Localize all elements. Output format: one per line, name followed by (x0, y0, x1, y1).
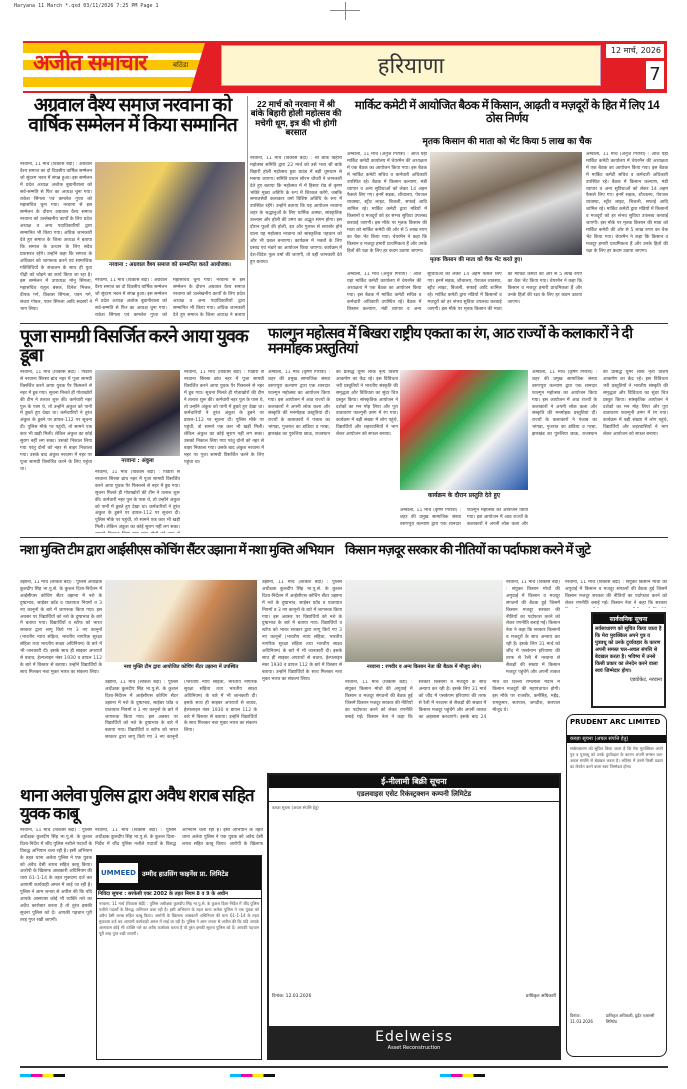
prudent-arc-text: सर्वसाधारण को सूचित किया जाता है कि मेरा मुवक्किल अपने पुत्र व पुत्रवधू को उनके दुर्व्यवहार के कारण अपनी समस्त चल-अचल संपत्ति से बेदखल करता है। भविष्य में उनसे किसी प्रकार का लेनदेन करने वाला स्वयं जिम्मेदार होगा। (570, 746, 663, 769)
edelweiss-banner (269, 1026, 559, 1058)
article-body-drug-free-side: उझाना, 11 मार्च (लोकेश बेदी) : पुलिस अधीक्षक कुलदीप सिंह भा.पु.से. के कुशल दिशा-निर्देशन में आईसीएस कोचिंग सैंटर उझाना में नशे के दुष्प्रभाव, साईबर फ्रॉड व यातायात नियमों व 3 नए कानूनों के बारे में जागरूक किया गया। इस अवसर पर विद्यार्थियों को नशे के दुष्प्रभाव के बारे में बताया गया। विद्यार्थियों व स्टॉफ को भारत सरकार द्वारा लागू किये गए 3 नए कानूनों (भारतीय न्याय संहिता, भारतीय नागरिक सुरक्षा संहिता तथा भारतीय साक्ष्य अधिनियम) के बारे में भी जानकारी दी। इसके साथ ही साइबर अपराधों से बचाव, हेल्पलाइन नंबर 1930 व डायल 112 के बारे में विस्तार से बताया। उन्होंने विद्यार्थियों के साथ मिलकर नशा मुक्त भारत का संकल्प लिया। (262, 580, 342, 682)
section-rule (20, 323, 668, 324)
article-body-liquor: नरवाना, 11 मार्च (विकास बेदी) : पुलिस अधीक्षक कुलदीप सिंह भा.पु.से. के कुशल दिशा-निर्देश में जींद पुलिस नशीले पदार्थों के विरुद्ध अभियान चला रही है। इसी अभियान के तहत थाना अलेवा पुलिस ने एक युवक को अवैध देसी शराब सहित काबू किया। आरोपी के खिलाफ आबकारी अधिनियम की धारा 61-1-14 के तहत मुकदमा दर्ज कर आगामी कार्यवाही अमल में लाई जा रही है। पुलिस ने आम जनता से अपील की कि यदि आपके आसपास कोई भी व्यक्ति नशे का अवैध कारोबार करता है तो तुरंत इसकी सूचना पुलिस को दें। आपकी पहचान पूरी तरह गुप्त रखी जाएगी। (20, 828, 92, 923)
edelweiss-logo: Edelweiss (375, 1029, 453, 1045)
caption-ankush: नरवाना : अंकुश (121, 458, 154, 464)
section-rule (20, 537, 668, 538)
photo-coaching-centre (105, 580, 257, 662)
article-body-liquor-cont: नरवाना, 11 मार्च (विकास बेदी) : पुलिस अधीक्षक कुलदीप सिंह भा.पु.से. के कुशल दिशा-निर्देश में जींद पुलिस नशीले पदार्थों के विरुद्ध अभियान चला रही है। इसी अभियान के तहत थाना अलेवा पुलिस ने एक युवक को अवैध देसी शराब सहित काबू किया। आरोपी के खिलाफ (95, 828, 263, 847)
subheadline-cheque: मृतक किसान की माता को भेंट किया 5 लाख का चैक (422, 136, 592, 146)
headline-drug-free-campaign: नशा मुक्ति टीम द्वारा आईसीएस कोचिंग सैंटर उझाना में नशा मुक्ति अभियान (20, 542, 334, 557)
headline-farmers-labourers: किसान मज़दूर सरकार की नीतियों का पर्दाफाश करने में जुटे (345, 542, 590, 557)
caption-farmers: नरवाना : रणवीर व अन्य किसान नेता की बैठक में मौजूद लोग। (366, 664, 482, 670)
article-body-falgun-side: अम्बाला, 11 मार्च (कृष्ण गिरोत्रा) : शहर की प्रमुख सामाजिक संस्था वरुणपुरा कल्याण द्वारा एक शानदार फाल्गुन महोत्सव का आयोजन किया गया। इस आयोजन में आठ राज्यों के कलाकारों ने अपनी लोक कला और संस्कृति की मनमोहक प्रस्तुतियां दीं। राज्यों के कलाकारों ने पंजाब का भांगड़ा, गुजरात का डांडिया व गरबा, झारखंड का पुरुलिया छाऊ, राजस्थान का प्रसिद्ध घूमर लोक नृत्य विशेष आकर्षण का केंद्र रहे। इस विविधता भरी प्रस्तुतियों ने भारतीय संस्कृति की समृद्धता और विविधता का सुंदर चित्र प्रस्तुत किया। सांस्कृतिक आयोजन ने दर्शकों का मन मोह लिया और पूरा वातावरण फाल्गुनी उमंग में रंग गया। कार्यक्रम में बड़ी संख्या में लोग पहुंचे, विद्यार्थियों और शहरवासियों ने भाग लेकर आयोजन को सफल बनाया। (532, 370, 668, 438)
article-body-farmers: नरवाना, 11 मार्च (विकास बेदी) : संयुक्त किसान मोर्चा की अगुवाई में किसान व मजदूर संगठनों की बैठक हुई जिसमें किसान मजदूर सरकार की नीतियों का पर्दाफाश करने को लेकर रणनीति बनाई गई। किसान नेता ने कहा कि सरकार किसानों व मजदूरों के साथ अन्याय कर रही है। इसके लिए 31 मार्च को जींद में एसकेएम हरियाणा की तरफ से रैली में नरवाना से सैकड़ों की संख्या में किसान मजदूर पहुंचेंगे और अपनी ताकत का अहसास करवाएंगे। इसके बाद 24 मार्च को दिल्ली रामलीला मैदान में किसान मजदूरों की महापंचायत होगी। इस मौके पर राजबीर, कर्मसिंह, महेंद्र, रामकुमार, सतपाल, जगदीश, सतपाल मौजूद थे। (345, 680, 560, 720)
public-notice-title: सार्वजनिक सूचना (593, 614, 664, 624)
photo-cultural-performance (400, 370, 528, 490)
crop-mark (330, 10, 360, 11)
color-registration-bar (20, 1074, 65, 1077)
newspaper-logo: अजीत समाचार (33, 51, 147, 76)
article-body-agrawal-cont: नरवाना, 11 मार्च (विकास बेदी) : अग्रवाल वैश्य समाज का दो दिवसीय वार्षिक सम्मेलन जो सुंदरम भवन में संपन्न हुआ। इस सम्मेलन में प्रदेश अध्यक्ष अशोक बुवानीवाला को सर्व-सम्मति से फिर का अध्यक्ष चुना गया। राकेश सिंगला एवं कमलेश गुप्ता को महासचिव चुना गया। नरवाना से इस सम्मेलन के दौरान अग्रवाल वैश्य समाज नरवाना को उल्लेखनीय कार्यों के लिए प्रदेश अध्यक्ष व अन्य पदाधिकारियों द्वारा सम्मानित भी किया गया। अधिक जानकारी देते हुए समाज के जिला अध्यक्ष ने बताया (95, 278, 245, 318)
caption-drug-free: नशा मुक्ति टीम द्वारा आयोजित कोचिंग सैंटर उझाना में उपस्थित (123, 664, 239, 670)
article-body-farmers-side: नरवाना, 11 मार्च (विकास बेदी) : संयुक्त किसान मोर्चा की अगुवाई में किसान व मजदूर संगठनों की बैठक हुई जिसमें किसान मजदूर सरकार की नीतियों का पर्दाफाश करने को लेकर रणनीति बनाई गई। किसान नेता ने कहा कि सरकार किसानों व मजदूरों के साथ अन्याय कर रही है। इसके लिए 31 मार्च को जींद में एसकेएम हरियाणा की तरफ से रैली में नरवाना से सैकड़ों की संख्या में किसान मजदूर पहुंचेंगे और अपनी ताकत (506, 580, 560, 675)
article-body-drowned-cont: नरवाना, 11 मार्च (विकास बेदी) : पिंडारा से नरवाना सिरसा ब्रांच नहर में पूजा सामग्री विसर्जित करने आया युवक पैर फिसलने से नहर में डूब गया। सूचना मिलते ही गोताखोरों की टीम ने तलाश शुरू की। कर्मचारी नहर पुल के पास थे, तो उन्होंने अंकुश को पानी में डूबते हुए देखा था। कर्मचारियों ने तुरंत अंकुश के डूबने पर डायल-112 पर सूचना दी। पुलिस मौके पर पहुंची, तो सामने एक कार भी खड़ी मिली। लेकिन अंकुश का कोई सुराग नहीं लग सका। (95, 470, 180, 531)
prudent-arc-subtitle: कब्ज़ा सूचना (अचल संपत्ति हेतु) (567, 735, 666, 743)
article-body-market-cont: अम्बाला, 11 मार्च (अनुज गिरोत्रा) : आज यहां मार्किट कमेटी कार्यालय में चेयरमैन की अध्यक्षता में एक बैठक का आयोजन किया गया। इस बैठक में मार्किट कमेटी सचिव व कर्मचारी अधिकारी उपस्थित रहे। बैठक में किसान कल्याण, मंडी व्यापार व अन्य सुविधाओं को लेकर 14 अहम फैसले लिए गए। इनमें सड़क, शौचालय, पेयजल व्यवस्था, स्ट्रीट लाइट, बिजली, सफाई आदि शामिल रहे। मार्किट कमेटी द्वारा मंडियों में किसानों व मजदूरों को हर संभव सुविधा उपलब्ध करवाई जाएगी। इस मौके पर मृतक किसान की माता को मार्किट कमेटी की ओर से 5 लाख रुपए का चैक भेंट किया गया। चेयरमैन ने कहा कि किसान व मजदूर हमारी प्राथमिकता हैं और उनके हितों की रक्षा के लिए हर कदम उठाया जाएगा। (347, 272, 582, 312)
article-body-drowned: नरवाना, 11 मार्च (विकास बेदी) : पिंडारा से नरवाना सिरसा ब्रांच नहर में पूजा सामग्री विसर्जित करने आया युवक पैर फिसलने से नहर में डूब गया। सूचना मिलते ही गोताखोरों की टीम ने तलाश शुरू की। कर्मचारी नहर पुल के पास थे, तो उन्होंने अंकुश को पानी में डूबते हुए देखा था। कर्मचारियों ने तुरंत अंकुश के डूबने पर डायल-112 पर सूचना दी। पुलिस मौके पर पहुंची, तो सामने एक कार भी खड़ी मिली। लेकिन अंकुश का कोई सुराग नहीं लग सका। उसको निकाल लिया गया परंतु दोनों को नहर से बाहर निकाला गया। उसके बाद अंकुश नरवाना में नहर पर पूजा सामग्री विसर्जित करने के लिए पहुंचा था। (20, 370, 92, 472)
prudent-arc-ad (566, 714, 667, 1057)
headline-market-committee: मार्किट कमेटी में आयोजित बैठक में किसान, आढ़ती व मज़दूरों के हित में लिए 14 ठोस निर्णय (354, 100, 660, 125)
article-body-falgun: अम्बाला, 11 मार्च (कृष्ण गिरोत्रा) : शहर की प्रमुख सामाजिक संस्था वरुणपुरा कल्याण द्वारा एक शानदार फाल्गुन महोत्सव का आयोजन किया गया। इस आयोजन में आठ राज्यों के कलाकारों ने अपनी लोक कला और संस्कृति की मनमोहक प्रस्तुतियां दीं। राज्यों के कलाकारों ने पंजाब का भांगड़ा, गुजरात का डांडिया व गरबा, झारखंड का पुरुलिया छाऊ, राजस्थान का प्रसिद्ध घूमर लोक नृत्य विशेष आकर्षण का केंद्र रहे। इस विविधता भरी प्रस्तुतियों ने भारतीय संस्कृति की समृद्धता और विविधता का सुंदर चित्र प्रस्तुत किया। सांस्कृतिक आयोजन ने दर्शकों का मन मोह लिया और पूरा वातावरण फाल्गुनी उमंग में रंग गया। कार्यक्रम में बड़ी संख्या में लोग पहुंचे, विद्यार्थियों और शहरवासियों ने भाग लेकर आयोजन को सफल बनाया। (268, 370, 398, 438)
section-title: हरियाणा (221, 45, 601, 86)
color-registration-bar (230, 1074, 275, 1077)
color-registration-bar (440, 1074, 485, 1077)
issue-date: 12 मार्च, 2026 (606, 44, 664, 58)
article-body-holi: नरवाना, 11 मार्च (विकास बेदी) : श्री बांके बिहारी महोत्सव समिति द्वारा 22 मार्च को उर्स भव्य श्री बांके बिहारी होली महोत्सव हुडा ग्राउंड में बड़ी धूमधाम से मनाया जाएगा। समिति प्रधान सौरभ चौधरी ने जानकारी देते हुए बताया कि महोत्सव में में हिसार रोड से कृष्ण भक्ति मुख्य अतिथि के रूप में शिरकत करेंगे, जबकि समाजसेवी कलाकार वर्मा विशिष्ट अतिथि के रूप में उपस्थित रहेंगे। उन्होंने बताया कि यह आयोजन नरवाना शहर के श्रद्धालुओं के लिए धार्मिक आस्था, सांस्कृतिक उल्लास और होली की उमंग का अद्भुत संगम होगा। इस दौरान फूलों की होली, इत्र और गुलाल से सराबोर होने वाला यह महोत्सव नरवाना को सांस्कृतिक पहचान को और भी प्रबल बनाएगा। कार्यक्रम में भक्तों के लिए प्रसाद एवं भंडारे का आयोजन किया जाएगा। कार्यक्रम में देश-विदेश फूल वर्षा की जाएगी, तो वहीं जानकारी देते हुए बताया। (250, 156, 342, 265)
prudent-arc-name: PRUDENT ARC LIMITED (570, 718, 661, 726)
article-body-drug-free-cont: उझाना, 11 मार्च (लोकेश बेदी) : पुलिस अधीक्षक कुलदीप सिंह भा.पु.से. के कुशल दिशा-निर्देशन में आईसीएस कोचिंग सैंटर उझाना में नशे के दुष्प्रभाव, साईबर फ्रॉड व यातायात नियमों व 3 नए कानूनों के बारे में जागरूक किया गया। इस अवसर पर विद्यार्थियों को नशे के दुष्प्रभाव के बारे में बताया गया। विद्यार्थियों व स्टॉफ को भारत सरकार द्वारा लागू किये गए 3 नए कानूनों (भारतीय न्याय संहिता, भारतीय नागरिक सुरक्षा संहिता तथा भारतीय साक्ष्य अधिनियम) के बारे में भी जानकारी दी। इसके साथ ही साइबर अपराधों से बचाव, हेल्पलाइन नंबर 1930 व डायल 112 के बारे में विस्तार से बताया। उन्होंने विद्यार्थियों के साथ मिलकर नशा मुक्त भारत का संकल्प लिया। (105, 680, 257, 741)
public-notice (591, 612, 666, 708)
e-auction-notice (267, 773, 561, 1060)
headline-falgun-festival: फाल्गुन महोत्सव में बिखरा राष्ट्रीय एकता का रंग, आठ राज्यों के कलाकारों ने दी मनमोहक प्रस्तुतियां (268, 326, 633, 358)
e-auction-company: एडलवाइस एसेट रिकंस्ट्रक्शन कम्पनी लिमिटेड (356, 790, 472, 798)
article-body-drug-free: उझाना, 11 मार्च (लोकेश बेदी) : पुलिस अधीक्षक कुलदीप सिंह भा.पु.से. के कुशल दिशा-निर्देशन में आईसीएस कोचिंग सैंटर उझाना में नशे के दुष्प्रभाव, साईबर फ्रॉड व यातायात नियमों व 3 नए कानूनों के बारे में जागरूक किया गया। इस अवसर पर विद्यार्थियों को नशे के दुष्प्रभाव के बारे में बताया गया। विद्यार्थियों व स्टॉफ को भारत सरकार द्वारा लागू किये गए 3 नए कानूनों (भारतीय न्याय संहिता, भारतीय नागरिक सुरक्षा संहिता तथा भारतीय साक्ष्य अधिनियम) के बारे में भी जानकारी दी। इसके साथ ही साइबर अपराधों से बचाव, हेल्पलाइन नंबर 1930 व डायल 112 के बारे में विस्तार से बताया। उन्होंने विद्यार्थियों के साथ मिलकर नशा मुक्त भारत का संकल्प लिया। (20, 580, 102, 675)
bottom-rule (20, 1066, 668, 1068)
e-auction-text: कब्ज़ा सूचना (अचल संपत्ति हेतु) (269, 801, 559, 991)
ummeed-ad (96, 855, 262, 1060)
crop-mark (345, 2, 346, 20)
caption-falgun: कार्यक्रम के दौरान प्रस्तुति देते हुए (427, 492, 501, 499)
edition-city: बठिंडा (173, 61, 189, 69)
caption-agrawal: नरवाना : अग्रवाल वैश्य समाज को सम्मानित करते आयोजक। (109, 262, 231, 268)
headline-holi-festival: 22 मार्च को नरवाना में श्री बांके बिहारी होली महोत्सव की मचेगी धूम, इत्र की भी होगी बरसात (250, 99, 342, 138)
ummeed-company: उम्मीद हाउसिंग फाइनेंस प्रा. लिमिटेड (142, 869, 229, 878)
print-slug: Haryana 11 March *.qxd 03/11/2026 7:25 PM Page 1 (14, 3, 159, 9)
headline-youth-drowned: पूजा सामग्री विसर्जित करने आया युवक डूबा (20, 326, 248, 365)
photo-agrawal-felicitation (95, 162, 245, 260)
e-auction-title: ई-नीलामी बिक्री सूचना (269, 775, 559, 788)
page-number: 7 (646, 61, 664, 89)
photo-ankush (95, 370, 180, 456)
masthead (23, 41, 667, 93)
photo-cheque-handover (430, 152, 582, 255)
article-body-agrawal: नरवाना, 11 मार्च (विकास बेदी) : अग्रवाल वैश्य समाज का दो दिवसीय वार्षिक सम्मेलन जो सुंदरम भवन में संपन्न हुआ। इस सम्मेलन में प्रदेश अध्यक्ष अशोक बुवानीवाला को सर्व-सम्मति से फिर का अध्यक्ष चुना गया। राकेश सिंगला एवं कमलेश गुप्ता को महासचिव चुना गया। नरवाना से इस सम्मेलन के दौरान अग्रवाल वैश्य समाज नरवाना को उल्लेखनीय कार्यों के लिए प्रदेश अध्यक्ष व अन्य पदाधिकारियों द्वारा सम्मानित भी किया गया। अधिक जानकारी देते हुए समाज के जिला अध्यक्ष ने बताया कि समाज के उत्थान के लिए सदैव प्रयासरत रहेंगे। उन्होंने कहा कि समाज के अधिकार को जागरूक करने एवं सामाजिक गतिविधियों के संचालन के साथ ही युवा पीढ़ी को जोड़ने का कार्य किया जा रहा है। इस सम्मेलन में उपाध्यक्ष मोनू सिंगला, महासचिव राहुल बंसल, दिनेश मित्तल, दीपक गर्ग, विकास सिंगला, पवन गर्ग, संजय गोयल, पवन सिंगला आदि सदस्यों ने भाग लिया। (20, 162, 92, 313)
headline-liquor-arrest: थाना अलेवा पुलिस द्वारा अवैध शराब सहित युवक काबू (20, 786, 254, 823)
public-notice-body: सर्वसाधारण को सूचित किया जाता है कि मेरा मुवक्किल अपने पुत्र व पुत्रवधू को उनके दुर्व्यवहार के कारण अपनी समस्त चल-अचल संपत्ति से बेदखल करता है। भविष्य में उनसे किसी प्रकार का लेनदेन करने वाला स्वयं जिम्मेदार होगा। (595, 626, 662, 674)
ummeed-subtitle: निविदा सूचना : सरफेसी एक्ट 2002 के तहत नियम 8 व 9 के अधीन (97, 890, 261, 899)
e-auction-date: दिनांक: 12.03.2026 (272, 994, 312, 999)
article-body-falgun-cont: अम्बाला, 11 मार्च (कृष्ण गिरोत्रा) : शहर की प्रमुख सामाजिक संस्था वरुणपुरा कल्याण द्वारा एक शानदार फाल्गुन महोत्सव का आयोजन किया गया। इस आयोजन में आठ राज्यों के कलाकारों ने अपनी लोक कला और (400, 508, 528, 527)
prudent-arc-date: दिनांक: 11.03.2026 (570, 1013, 593, 1024)
ummeed-logo: UMMEED (99, 863, 138, 883)
article-body-farmers-end: नरवाना, 11 मार्च (विकास बेदी) : संयुक्त किसान मोर्चा की अगुवाई में किसान व मजदूर संगठनों की बैठक हुई जिसमें किसान मजदूर सरकार की नीतियों का पर्दाफाश करने को लेकर रणनीति बनाई गई। किसान नेता ने कहा कि सरकार (565, 580, 667, 606)
photo-farmers-meeting (345, 580, 503, 662)
e-auction-officer: प्राधिकृत अधिकारी (525, 994, 556, 999)
article-body-market: अम्बाला, 11 मार्च (अनुज गिरोत्रा) : आज यहां मार्किट कमेटी कार्यालय में चेयरमैन की अध्यक्षता में एक बैठक का आयोजन किया गया। इस बैठक में मार्किट कमेटी सचिव व कर्मचारी अधिकारी उपस्थित रहे। बैठक में किसान कल्याण, मंडी व्यापार व अन्य सुविधाओं को लेकर 14 अहम फैसले लिए गए। इनमें सड़क, शौचालय, पेयजल व्यवस्था, स्ट्रीट लाइट, बिजली, सफाई आदि शामिल रहे। मार्किट कमेटी द्वारा मंडियों में किसानों व मजदूरों को हर संभव सुविधा उपलब्ध करवाई जाएगी। इस मौके पर मृतक किसान की माता को मार्किट कमेटी की ओर से 5 लाख रुपए का चैक भेंट किया गया। चेयरमैन ने कहा कि किसान व मजदूर हमारी प्राथमिकता हैं और उनके हितों की रक्षा के लिए हर कदम उठाया जाएगा। (347, 152, 427, 254)
column-divider (247, 96, 248, 320)
edelweiss-tagline: Asset Reconstruction (387, 1045, 441, 1051)
article-body-market-side: अम्बाला, 11 मार्च (अनुज गिरोत्रा) : आज यहां मार्किट कमेटी कार्यालय में चेयरमैन की अध्यक्षता में एक बैठक का आयोजन किया गया। इस बैठक में मार्किट कमेटी सचिव व कर्मचारी अधिकारी उपस्थित रहे। बैठक में किसान कल्याण, मंडी व्यापार व अन्य सुविधाओं को लेकर 14 अहम फैसले लिए गए। इनमें सड़क, शौचालय, पेयजल व्यवस्था, स्ट्रीट लाइट, बिजली, सफाई आदि शामिल रहे। मार्किट कमेटी द्वारा मंडियों में किसानों व मजदूरों को हर संभव सुविधा उपलब्ध करवाई जाएगी। इस मौके पर मृतक किसान की माता को मार्किट कमेटी की ओर से 5 लाख रुपए का चैक भेंट किया गया। चेयरमैन ने कहा कि किसान व मजदूर हमारी प्राथमिकता हैं और उनके हितों की रक्षा के लिए हर कदम उठाया जाएगा। (586, 152, 668, 254)
prudent-arc-officer: प्राधिकृत अधिकारी, प्रुडेंट एआरसी लिमिटेड (605, 1013, 655, 1024)
article-body-drowned-side: नरवाना, 11 मार्च (विकास बेदी) : पिंडारा से नरवाना सिरसा ब्रांच नहर में पूजा सामग्री विसर्जित करने आया युवक पैर फिसलने से नहर में डूब गया। सूचना मिलते ही गोताखोरों की टीम ने तलाश शुरू की। कर्मचारी नहर पुल के पास थे, तो उन्होंने अंकुश को पानी में डूबते हुए देखा था। कर्मचारियों ने तुरंत अंकुश के डूबने पर डायल-112 पर सूचना दी। पुलिस मौके पर पहुंची, तो सामने एक कार भी खड़ी मिली। लेकिन अंकुश का कोई सुराग नहीं लग सका। उसको निकाल लिया गया परंतु दोनों को नहर से बाहर निकाला गया। उसके बाद अंकुश नरवाना में नहर पर पूजा सामग्री विसर्जित करने के लिए पहुंचा था। (184, 370, 264, 465)
headline-agrawal: अग्रवाल वैश्य समाज नरवाना को वार्षिक सम्मेलन में किया सम्मानित (28, 95, 237, 136)
ummeed-text: नरवाना, 11 मार्च (विकास बेदी) : पुलिस अधीक्षक कुलदीप सिंह भा.पु.से. के कुशल दिशा-निर्देश में जींद पुलिस नशीले पदार्थों के विरुद्ध अभियान चला रही है। इसी अभियान के तहत थाना अलेवा पुलिस ने एक युवक को अवैध देसी शराब सहित काबू किया। आरोपी के खिलाफ आबकारी अधिनियम की धारा 61-1-14 के तहत मुकदमा दर्ज कर आगामी कार्यवाही अमल में लाई जा रही है। पुलिस ने आम जनता से अपील की कि यदि आपके आसपास कोई भी व्यक्ति नशे का अवैध कारोबार करता है तो तुरंत इसकी सूचना पुलिस को दें। आपकी पहचान पूरी तरह गुप्त रखी जाएगी। (99, 901, 259, 936)
caption-market: मृतक किसान की माता को चैक भेंट करते हुए। (430, 257, 523, 263)
public-notice-signature: एडवोकेट, नरवाना (629, 677, 662, 683)
